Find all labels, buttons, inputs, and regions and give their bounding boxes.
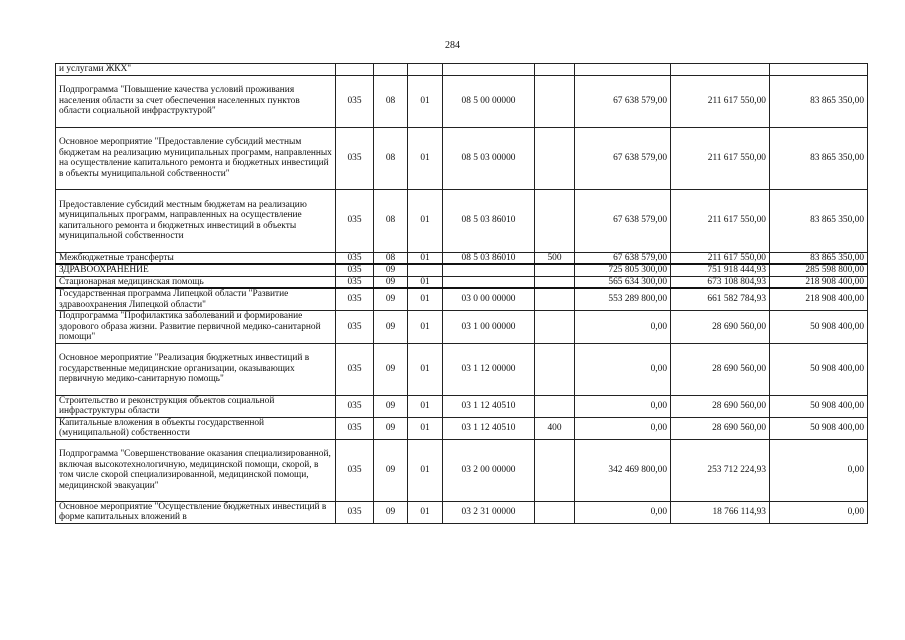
section-code-cell: 09 [374, 311, 408, 344]
amount-year2-cell: 661 582 784,93 [671, 288, 770, 311]
amount-year2-cell: 211 617 550,00 [671, 189, 770, 252]
amount-year3-cell: 83 865 350,00 [770, 252, 868, 264]
amount-year2-cell: 211 617 550,00 [671, 127, 770, 189]
ministry-code-cell: 035 [336, 189, 374, 252]
section-code-cell: 08 [374, 127, 408, 189]
subsection-code-cell: 01 [408, 288, 443, 311]
amount-year2-cell: 18 766 114,93 [671, 501, 770, 523]
section-code-cell: 08 [374, 75, 408, 127]
program-code-cell: 03 1 00 00000 [443, 311, 535, 344]
section-code-cell: 08 [374, 252, 408, 264]
program-code-cell: 03 0 00 00000 [443, 288, 535, 311]
row-name-cell: Предоставление субсидий местным бюджетам на реализацию муниципальных программ, направленных на осуществление капитального ремонта и бюджетных инвестиций в объекты муниципальной собственности [56, 189, 336, 252]
program-code-cell: 03 1 12 40510 [443, 417, 535, 439]
amount-year3-cell: 218 908 400,00 [770, 276, 868, 288]
amount-year1-cell: 67 638 579,00 [575, 75, 671, 127]
table-row [56, 501, 868, 523]
subsection-code-cell: 01 [408, 311, 443, 344]
amount-year2-cell: 28 690 560,00 [671, 311, 770, 344]
amount-year3-cell: 50 908 400,00 [770, 395, 868, 417]
ministry-code-cell: 035 [336, 264, 374, 276]
row-name-cell: и услугами ЖКХ" [56, 64, 336, 76]
expense-type-cell [535, 311, 575, 344]
section-code-cell: 09 [374, 276, 408, 288]
page-number: 284 [445, 40, 460, 51]
table-row [56, 439, 868, 501]
expense-type-cell [535, 288, 575, 311]
subsection-code-cell: 01 [408, 501, 443, 523]
program-code-cell [443, 264, 535, 276]
table-row [56, 343, 868, 395]
subsection-code-cell [408, 264, 443, 276]
subsection-code-cell: 01 [408, 276, 443, 288]
row-name-cell: Государственная программа Липецкой области "Развитие здравоохранения Липецкой области" [56, 288, 336, 311]
amount-year1-cell: 67 638 579,00 [575, 127, 671, 189]
amount-year2-cell: 673 108 804,93 [671, 276, 770, 288]
subsection-code-cell: 01 [408, 395, 443, 417]
table-row [56, 417, 868, 439]
ministry-code-cell: 035 [336, 439, 374, 501]
expense-type-cell [535, 343, 575, 395]
subsection-code-cell: 01 [408, 189, 443, 252]
expense-type-cell: 400 [535, 417, 575, 439]
section-code-cell: 08 [374, 189, 408, 252]
amount-year2-cell: 253 712 224,93 [671, 439, 770, 501]
subsection-code-cell: 01 [408, 127, 443, 189]
amount-year3-cell: 285 598 800,00 [770, 264, 868, 276]
section-code-cell: 09 [374, 288, 408, 311]
row-name-cell: ЗДРАВООХРАНЕНИЕ [56, 264, 336, 276]
ministry-code-cell: 035 [336, 75, 374, 127]
program-code-cell: 03 2 31 00000 [443, 501, 535, 523]
expense-type-cell: 500 [535, 252, 575, 264]
section-code-cell: 09 [374, 264, 408, 276]
ministry-code-cell: 035 [336, 127, 374, 189]
amount-year1-cell: 725 805 300,00 [575, 264, 671, 276]
row-name-cell: Подпрограмма "Совершенствование оказания специализированной, включая высокотехнологичную, медицинской помощи, скорой, в том числе скорой специализированной, медицинской помощи, медицинской эвакуации" [56, 439, 336, 501]
amount-year1-cell [575, 64, 671, 76]
expense-type-cell [535, 439, 575, 501]
amount-year3-cell: 0,00 [770, 439, 868, 501]
row-name-cell: Подпрограмма "Профилактика заболеваний и формирование здорового образа жизни. Развитие первичной медико-санитарной помощи" [56, 311, 336, 344]
table-row [56, 276, 868, 288]
amount-year1-cell: 67 638 579,00 [575, 252, 671, 264]
amount-year2-cell: 211 617 550,00 [671, 252, 770, 264]
amount-year2-cell: 28 690 560,00 [671, 395, 770, 417]
amount-year3-cell: 83 865 350,00 [770, 75, 868, 127]
section-code-cell [374, 64, 408, 76]
section-code-cell: 09 [374, 417, 408, 439]
ministry-code-cell [336, 64, 374, 76]
amount-year1-cell: 0,00 [575, 311, 671, 344]
table-row [56, 311, 868, 344]
amount-year3-cell: 0,00 [770, 501, 868, 523]
section-code-cell: 09 [374, 439, 408, 501]
subsection-code-cell: 01 [408, 75, 443, 127]
section-code-cell: 09 [374, 395, 408, 417]
program-code-cell: 08 5 03 86010 [443, 252, 535, 264]
table-row [56, 395, 868, 417]
expense-type-cell [535, 189, 575, 252]
subsection-code-cell: 01 [408, 343, 443, 395]
amount-year1-cell: 0,00 [575, 343, 671, 395]
program-code-cell: 08 5 03 86010 [443, 189, 535, 252]
table-row [56, 127, 868, 189]
amount-year1-cell: 0,00 [575, 501, 671, 523]
amount-year3-cell: 50 908 400,00 [770, 311, 868, 344]
table-row [56, 189, 868, 252]
table-body [56, 64, 868, 524]
ministry-code-cell: 035 [336, 311, 374, 344]
amount-year1-cell: 342 469 800,00 [575, 439, 671, 501]
row-name-cell: Стационарная медицинская помощь [56, 276, 336, 288]
ministry-code-cell: 035 [336, 288, 374, 311]
ministry-code-cell: 035 [336, 276, 374, 288]
amount-year2-cell: 211 617 550,00 [671, 75, 770, 127]
expense-type-cell [535, 127, 575, 189]
expense-type-cell [535, 75, 575, 127]
expense-type-cell [535, 276, 575, 288]
amount-year2-cell: 751 918 444,93 [671, 264, 770, 276]
subsection-code-cell: 01 [408, 417, 443, 439]
amount-year2-cell: 28 690 560,00 [671, 417, 770, 439]
row-name-cell: Строительство и реконструкция объектов социальной инфраструктуры области [56, 395, 336, 417]
expense-type-cell [535, 501, 575, 523]
row-name-cell: Межбюджетные трансферты [56, 252, 336, 264]
expense-type-cell [535, 64, 575, 76]
program-code-cell: 08 5 00 00000 [443, 75, 535, 127]
amount-year2-cell: 28 690 560,00 [671, 343, 770, 395]
amount-year3-cell: 50 908 400,00 [770, 417, 868, 439]
ministry-code-cell: 035 [336, 417, 374, 439]
amount-year1-cell: 0,00 [575, 417, 671, 439]
row-name-cell: Основное мероприятие "Предоставление субсидий местным бюджетам на реализацию муниципальных программ, направленных на осуществление капитального ремонта и бюджетных инвестиций в объекты муниципальной собственности" [56, 127, 336, 189]
subsection-code-cell [408, 64, 443, 76]
row-name-cell: Подпрограмма "Повышение качества условий проживания населения области за счет обеспечения населенных пунктов области социальной инфраструктурой" [56, 75, 336, 127]
ministry-code-cell: 035 [336, 501, 374, 523]
amount-year2-cell [671, 64, 770, 76]
amount-year3-cell: 83 865 350,00 [770, 127, 868, 189]
amount-year1-cell: 565 634 300,00 [575, 276, 671, 288]
program-code-cell: 03 2 00 00000 [443, 439, 535, 501]
section-code-cell: 09 [374, 343, 408, 395]
program-code-cell [443, 64, 535, 76]
amount-year3-cell: 50 908 400,00 [770, 343, 868, 395]
subsection-code-cell: 01 [408, 252, 443, 264]
amount-year3-cell: 218 908 400,00 [770, 288, 868, 311]
expense-type-cell [535, 264, 575, 276]
table-row [56, 252, 868, 264]
ministry-code-cell: 035 [336, 252, 374, 264]
section-code-cell: 09 [374, 501, 408, 523]
amount-year1-cell: 553 289 800,00 [575, 288, 671, 311]
subsection-code-cell: 01 [408, 439, 443, 501]
program-code-cell [443, 276, 535, 288]
budget-table [55, 63, 868, 524]
table-row [56, 288, 868, 311]
table-row [56, 75, 868, 127]
amount-year3-cell [770, 64, 868, 76]
amount-year1-cell: 0,00 [575, 395, 671, 417]
amount-year1-cell: 67 638 579,00 [575, 189, 671, 252]
program-code-cell: 03 1 12 40510 [443, 395, 535, 417]
table-row [56, 264, 868, 276]
amount-year3-cell: 83 865 350,00 [770, 189, 868, 252]
table-row [56, 64, 868, 76]
row-name-cell: Основное мероприятие "Осуществление бюджетных инвестиций в форме капитальных вложений в [56, 501, 336, 523]
row-name-cell: Основное мероприятие "Реализация бюджетных инвестиций в государственные медицинские организации, оказывающих первичную медико-санитарную помощь" [56, 343, 336, 395]
program-code-cell: 08 5 03 00000 [443, 127, 535, 189]
program-code-cell: 03 1 12 00000 [443, 343, 535, 395]
ministry-code-cell: 035 [336, 343, 374, 395]
ministry-code-cell: 035 [336, 395, 374, 417]
row-name-cell: Капитальные вложения в объекты государственной (муниципальной) собственности [56, 417, 336, 439]
expense-type-cell [535, 395, 575, 417]
